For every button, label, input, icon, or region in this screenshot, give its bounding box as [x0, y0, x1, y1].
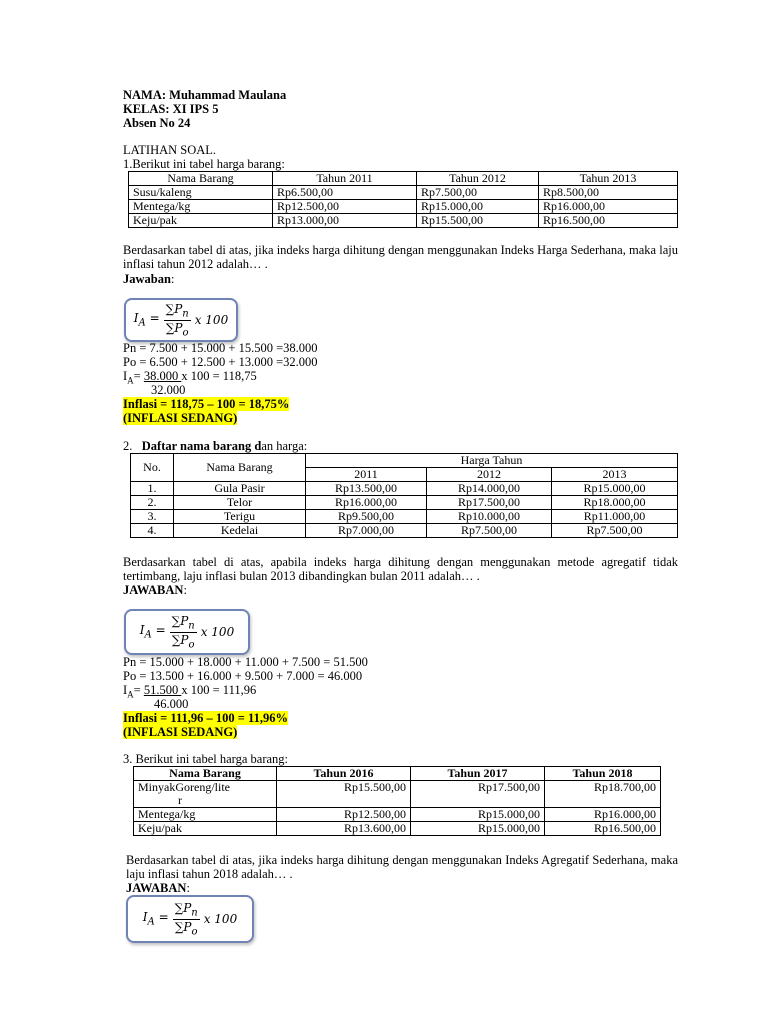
table-row: [131, 482, 678, 496]
table-row: [134, 822, 661, 836]
q1-inflasi: Inflasi = 118,75 – 100 = 18,75%: [123, 397, 290, 411]
formula-lhs: $I_A$ =: [139, 623, 166, 641]
table-header: 2013: [552, 468, 678, 482]
table-header: 2012: [427, 468, 552, 482]
table-cell: Gula Pasir: [174, 482, 306, 496]
q2-table: [130, 453, 678, 538]
table-row: [134, 781, 661, 808]
q1-ia: $I_A= 38.000$ x 100 = 118,75: [123, 369, 257, 386]
q3-table: [133, 766, 661, 836]
table-cell: MinyakGoreng/lite r: [134, 781, 277, 808]
table-header: No.: [131, 454, 174, 482]
q2-inflasi: Inflasi = 111,96 – 100 = 11,96%: [123, 711, 288, 725]
table-cell: Rp16.000,00: [545, 808, 661, 822]
table-cell: Rp8.500,00: [539, 186, 678, 200]
table-cell: Rp13.600,00: [277, 822, 411, 836]
q1-intro: 1.Berikut ini tabel harga barang:: [123, 157, 285, 171]
student-class: KELAS: XI IPS 5: [123, 102, 219, 116]
formula-box: [126, 895, 254, 943]
formula-box: [124, 298, 238, 342]
q1-kategori: (INFLASI SEDANG): [123, 411, 238, 425]
table-cell: 4.: [131, 524, 174, 538]
table-cell: Rp12.500,00: [277, 808, 411, 822]
table-header: Nama Barang: [129, 172, 273, 186]
table-header: Harga Tahun: [306, 454, 678, 468]
table-cell: Rp6.500,00: [273, 186, 417, 200]
q1-table: [128, 171, 678, 228]
table-cell: Rp15.000,00: [552, 482, 678, 496]
table-header: Tahun 2017: [411, 767, 545, 781]
table-header-row: [134, 767, 661, 781]
table-row: [129, 186, 678, 200]
table-header: Tahun 2011: [273, 172, 417, 186]
formula-box: [124, 609, 250, 655]
table-row: [131, 510, 678, 524]
table-cell: Rp16.500,00: [545, 822, 661, 836]
q3-question: Berdasarkan tabel di atas, jika indeks harga dihitung dengan menggunakan Indeks Agregatif Sederhana, maka laju inflasi tahun 2018 adalah… .: [126, 853, 678, 881]
table-cell: Rp7.500,00: [552, 524, 678, 538]
q1-ia-denominator: 32.000: [151, 383, 186, 397]
q3-jawaban: [126, 881, 190, 895]
table-cell: Rp15.500,00: [417, 214, 539, 228]
table-cell: Rp15.000,00: [411, 822, 545, 836]
q2-intro: 2. Daftar nama barang dan harga:: [123, 439, 308, 453]
table-cell: Rp17.500,00: [427, 496, 552, 510]
table-cell: Rp9.500,00: [306, 510, 427, 524]
student-name: NAMA: Muhammad Maulana: [123, 88, 287, 102]
q1-pn: Pn = 7.500 + 15.000 + 15.500 =38.000: [123, 341, 318, 355]
table-row: [134, 808, 661, 822]
table-cell: Rp16.500,00: [539, 214, 678, 228]
table-cell: Keju/pak: [129, 214, 273, 228]
table-cell: Rp10.000,00: [427, 510, 552, 524]
q2-ia-denominator: 46.000: [154, 697, 189, 711]
table-cell: Rp18.700,00: [545, 781, 661, 808]
table-cell: Rp15.000,00: [411, 808, 545, 822]
table-cell: Susu/kaleng: [129, 186, 273, 200]
table-cell: Kedelai: [174, 524, 306, 538]
table-cell: Mentega/kg: [129, 200, 273, 214]
table-cell: Rp13.500,00: [306, 482, 427, 496]
table-cell: 1.: [131, 482, 174, 496]
jawaban-colon: :: [186, 881, 190, 895]
table-row: [129, 214, 678, 228]
formula-rhs: x 100: [194, 313, 229, 327]
q2-kategori: (INFLASI SEDANG): [123, 725, 238, 739]
table-cell: Rp7.000,00: [306, 524, 427, 538]
q1-po: Po = 6.500 + 12.500 + 13.000 =32.000: [123, 355, 318, 369]
table-header: Tahun 2016: [277, 767, 411, 781]
table-cell: Rp7.500,00: [427, 524, 552, 538]
latihan-title: LATIHAN SOAL.: [123, 143, 217, 157]
table-cell: Rp18.000,00: [552, 496, 678, 510]
table-cell: Rp16.000,00: [306, 496, 427, 510]
table-row: [131, 496, 678, 510]
q2-pn: Pn = 15.000 + 18.000 + 11.000 + 7.500 = 51.500: [123, 655, 368, 669]
student-absen: Absen No 24: [123, 116, 191, 130]
table-header-row: [131, 454, 678, 468]
q2-ia: $I_A= 51.500$ x 100 = 111,96: [123, 683, 257, 700]
formula-rhs: x 100: [203, 912, 238, 926]
table-row: [131, 524, 678, 538]
table-cell: 3.: [131, 510, 174, 524]
q2-question: Berdasarkan tabel di atas, apabila indeks harga dihitung dengan menggunakan metode agregatif tidak tertimbang, laju inflasi bulan 2013 dibandingkan bulan 2011 adalah… .: [123, 555, 678, 583]
formula-fraction: $\frac{\sum P_n}{\sum P_o}$: [165, 302, 189, 338]
table-header: Nama Barang: [134, 767, 277, 781]
table-cell: Terigu: [174, 510, 306, 524]
formula-rhs: x 100: [200, 625, 235, 639]
table-row: [129, 200, 678, 214]
table-header-row: [129, 172, 678, 186]
table-header: Tahun 2018: [545, 767, 661, 781]
table-cell: 2.: [131, 496, 174, 510]
table-cell: Rp13.000,00: [273, 214, 417, 228]
table-cell: Rp7.500,00: [417, 186, 539, 200]
table-cell: Rp16.000,00: [539, 200, 678, 214]
jawaban-colon: :: [170, 272, 175, 286]
jawaban-label: JAWABAN: [126, 881, 187, 895]
q1-jawaban: [123, 272, 174, 286]
table-cell: Keju/pak: [134, 822, 277, 836]
formula-fraction: $\frac{\sum P_n}{\sum P_o}$: [171, 614, 195, 650]
q2-jawaban: [123, 583, 187, 597]
table-header: Tahun 2012: [417, 172, 539, 186]
table-header: 2011: [306, 468, 427, 482]
formula-lhs: $I_A$ =: [133, 311, 160, 329]
table-cell: Mentega/kg: [134, 808, 277, 822]
formula-lhs: $I_A$ =: [142, 910, 169, 928]
table-cell: Rp17.500,00: [411, 781, 545, 808]
q3-intro: 3. Berikut ini tabel harga barang:: [123, 752, 288, 766]
table-cell: Rp11.000,00: [552, 510, 678, 524]
table-cell: Rp15.500,00: [277, 781, 411, 808]
q2-po: Po = 13.500 + 16.000 + 9.500 + 7.000 = 46.000: [123, 669, 363, 683]
table-cell: Rp15.000,00: [417, 200, 539, 214]
jawaban-colon: :: [183, 583, 187, 597]
table-header: Tahun 2013: [539, 172, 678, 186]
jawaban-label: JAWABAN: [123, 583, 184, 597]
table-header: Nama Barang: [174, 454, 306, 482]
formula-fraction: $\frac{\sum P_n}{\sum P_o}$: [174, 901, 198, 937]
table-cell: Telor: [174, 496, 306, 510]
table-cell: Rp14.000,00: [427, 482, 552, 496]
table-cell: Rp12.500,00: [273, 200, 417, 214]
jawaban-label: Jawaban: [123, 272, 171, 286]
q1-question: Berdasarkan tabel di atas, jika indeks harga dihitung dengan menggunakan Indeks Harga Sederhana, maka laju inflasi tahun 2012 adalah… .: [123, 243, 678, 271]
